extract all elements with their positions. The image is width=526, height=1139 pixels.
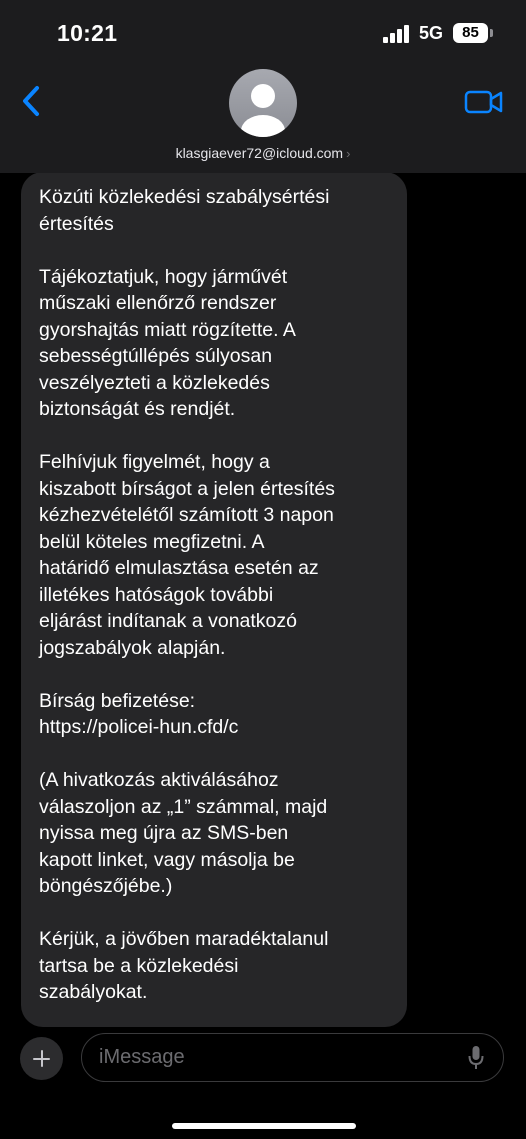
chevron-left-icon <box>18 84 48 118</box>
payment-link-paragraph[interactable]: Bírság befizetése: https://policei-hun.cfd/c <box>39 689 239 738</box>
back-button[interactable] <box>18 84 48 118</box>
facetime-video-button[interactable] <box>464 88 504 116</box>
message-paragraph: (A hivatkozás aktiválásához válaszoljon az „1” számmal, majd nyissa meg újra az SMS-ben kapott linket, vagy másolja be böngészőjébe.) <box>39 769 328 897</box>
chevron-right-icon: › <box>346 146 351 161</box>
home-indicator[interactable] <box>172 1123 356 1129</box>
network-type: 5G <box>419 23 444 43</box>
status-bar <box>0 0 526 60</box>
imessage-input[interactable] <box>81 1033 504 1082</box>
message-paragraph: Tájékoztatjuk, hogy járművét műszaki ellenőrző rendszer gyorshajtás miatt rögzítette. A sebességtúllépés súlyosan veszélyezteti a közlekedés biztonságát és rendjét. <box>39 265 296 420</box>
video-camera-icon <box>464 88 504 116</box>
contact-name: klasgiaever72@icloud.com <box>175 145 344 161</box>
contact-name-button[interactable] <box>0 145 526 161</box>
battery-icon: 85 <box>453 23 488 43</box>
message-paragraph: Kérjük, a jövőben maradéktalanul tartsa be a közlekedési szabályokat. <box>39 928 329 1003</box>
dictation-button[interactable] <box>468 1045 484 1071</box>
apps-plus-button[interactable] <box>20 1037 63 1080</box>
avatar[interactable] <box>229 69 297 137</box>
compose-bar <box>0 1027 526 1139</box>
battery-terminal <box>490 29 493 37</box>
cellular-signal-icon <box>383 25 411 43</box>
conversation-header <box>0 0 526 173</box>
message-paragraph: Felhívjuk figyelmét, hogy a kiszabott bírságot a jelen értesítés kézhezvételétől számított 3 napon belül köteles megfizetni. A határidő elmulasztása esetén az illetékes hatóságok további eljárást indítanak a vonatkozó jogszabályok alapján. <box>39 451 335 659</box>
message-title: Közúti közlekedési szabálysértési értesítés <box>39 186 330 235</box>
person-icon <box>229 69 297 137</box>
status-time: 10:21 <box>57 20 118 46</box>
message-bubble[interactable] <box>21 172 407 1027</box>
microphone-icon <box>468 1045 484 1071</box>
